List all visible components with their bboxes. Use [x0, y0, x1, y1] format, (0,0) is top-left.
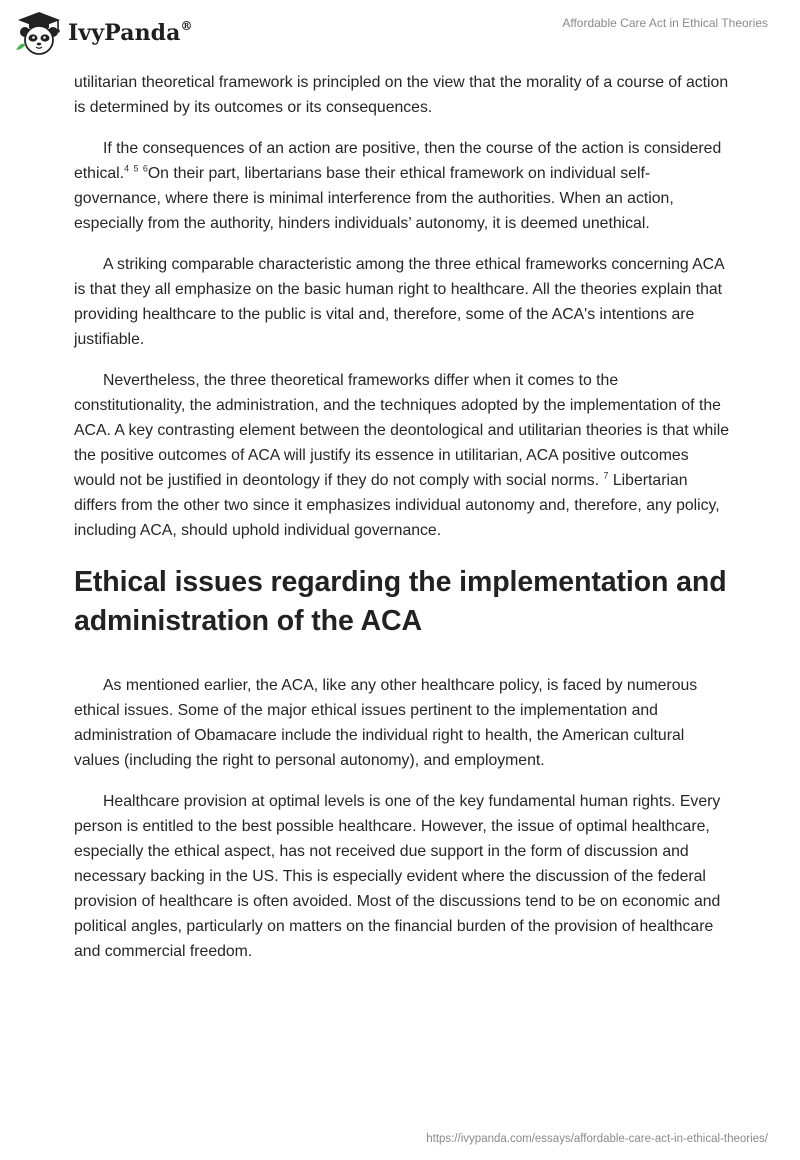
- document-title: Affordable Care Act in Ethical Theories: [562, 16, 768, 30]
- source-url[interactable]: https://ivypanda.com/essays/affordable-care-act-in-ethical-theories/: [426, 1133, 768, 1145]
- citation-ref[interactable]: 6: [142, 163, 148, 174]
- section-heading: Ethical issues regarding the implementation and administration of the ACA: [74, 566, 727, 637]
- paragraph: Healthcare provision at optimal levels is one of the key fundamental human rights. Every person is entitled to the best possible healthcare. However, the issue of optimal healthcare, especially the ethical aspect, has not received due support in the form of discussion and necessary backing in the US. This is especially evident where the discussion of the federal provision of healthcare is often avoided. Most of the discussions tend to be on economic and political angles, particularly on matters on the financial burden of the provision of healthcare and commercial freedom.: [74, 793, 721, 960]
- ivypanda-logo[interactable]: [14, 10, 193, 56]
- paragraph: utilitarian theoretical framework is principled on the view that the morality of a course of action is determined by its outcomes or its consequences.: [74, 74, 729, 116]
- paragraph: As mentioned earlier, the ACA, like any other healthcare policy, is faced by numerous ethical issues. Some of the major ethical issues pertinent to the implementation and administration of Obamacare include the individual right to health, the American cultural values (including the right to personal autonomy), and employment.: [74, 677, 698, 769]
- paragraph: If the consequences of an action are positive, then the course of the action is considered ethical.$^4$ $^5$ $^6$On their part, libertarians base their ethical framework on individual self-governance, where there is minimal interference from the authorities. When an action, especially from the authority, hinders individuals’ autonomy, it is deemed unethical.: [74, 140, 722, 232]
- citation-ref[interactable]: 4: [124, 163, 130, 174]
- paragraph: A striking comparable characteristic among the three ethical frameworks concerning ACA is that they all emphasize on the basic human right to healthcare. All the theories explain that providing healthcare to the public is vital and, therefore, some of the ACA's intentions are justifiable.: [74, 256, 724, 348]
- page-header: [0, 0, 800, 70]
- brand-name: IvyPanda®: [68, 18, 193, 46]
- essay-content: [74, 70, 730, 980]
- citation-ref[interactable]: 5: [133, 163, 139, 174]
- paragraph: Nevertheless, the three theoretical frameworks differ when it comes to the constitutionality, the administration, and the techniques adopted by the implementation of the ACA. A key contrasting element between the deontological and utilitarian theories is that while the positive outcomes of ACA will justify its essence in utilitarian, ACA positive outcomes would not be justified in deontology if they do not comply with social norms. $^7$ Libertarian differs from the other two since it emphasizes individual autonomy and, therefore, any policy, including ACA, should uphold individual governance.: [74, 372, 730, 539]
- citation-ref[interactable]: 7: [603, 470, 609, 481]
- panda-mascot-icon: [14, 10, 64, 56]
